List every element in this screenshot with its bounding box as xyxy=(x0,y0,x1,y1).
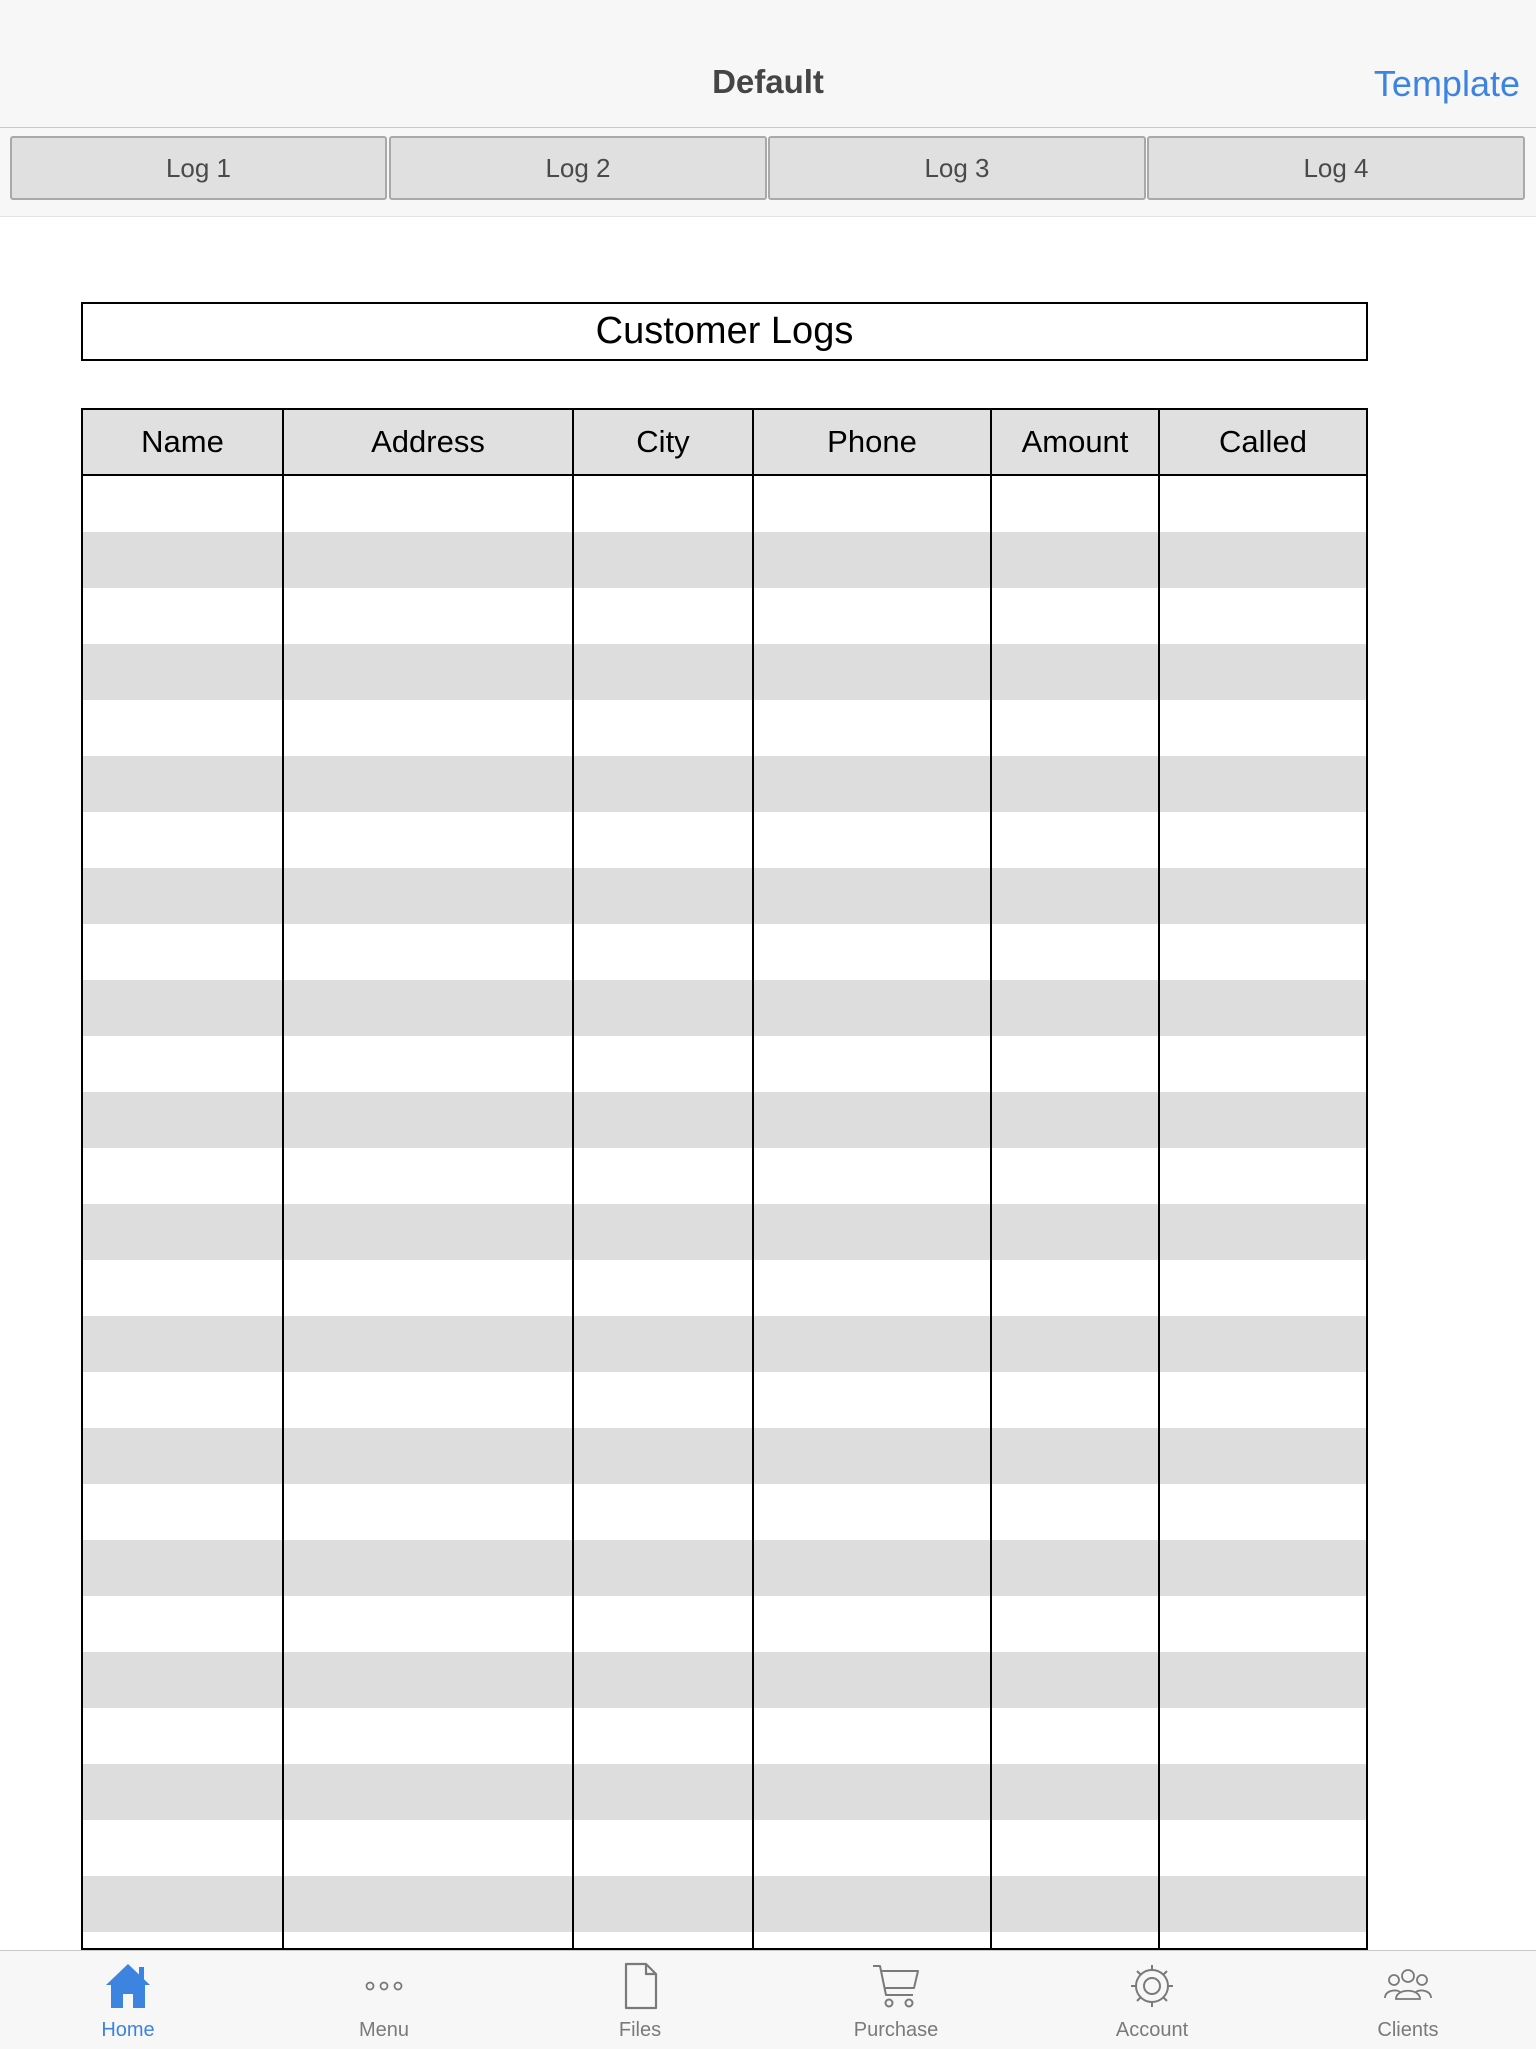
template-button[interactable]: Template xyxy=(1373,63,1520,104)
table-row[interactable] xyxy=(83,812,1366,868)
table-row[interactable] xyxy=(83,644,1366,700)
table-row[interactable] xyxy=(83,1820,1366,1876)
table-row[interactable] xyxy=(83,756,1366,812)
table-row[interactable] xyxy=(83,1652,1366,1708)
gear-icon xyxy=(1127,1961,1177,2011)
table-row[interactable] xyxy=(83,868,1366,924)
table-row[interactable] xyxy=(83,1764,1366,1820)
table-row[interactable] xyxy=(83,476,1366,532)
document-title: Customer Logs xyxy=(81,302,1368,361)
tab-menu[interactable] xyxy=(256,1951,512,2049)
table-row[interactable] xyxy=(83,1316,1366,1372)
table-row[interactable] xyxy=(83,1036,1366,1092)
table-row[interactable] xyxy=(83,1148,1366,1204)
table-row[interactable] xyxy=(83,1484,1366,1540)
navigation-bar xyxy=(0,0,1536,128)
table-row[interactable] xyxy=(83,1540,1366,1596)
table-row[interactable] xyxy=(83,1204,1366,1260)
column-header-amount: Amount xyxy=(1021,424,1129,459)
cart-icon xyxy=(871,1961,921,2011)
more-dots-icon xyxy=(359,1961,409,2011)
tab-account[interactable] xyxy=(1024,1951,1280,2049)
column-header-called: Called xyxy=(1219,424,1307,459)
table-row[interactable] xyxy=(83,1092,1366,1148)
table-header xyxy=(83,410,1366,476)
table-row[interactable] xyxy=(83,588,1366,644)
column-header-address: Address xyxy=(371,424,485,459)
log-1-button[interactable]: Log 1 xyxy=(10,136,387,200)
column-header-city: City xyxy=(636,424,690,459)
page-title: Default xyxy=(712,63,824,100)
table-row[interactable] xyxy=(83,980,1366,1036)
tab-label: Files xyxy=(618,2019,662,2041)
column-divider xyxy=(572,410,574,1948)
tab-label: Account xyxy=(1115,2019,1189,2041)
column-divider xyxy=(282,410,284,1948)
column-header-name: Name xyxy=(141,424,224,459)
people-icon xyxy=(1383,1961,1433,2011)
table-row[interactable] xyxy=(83,1372,1366,1428)
table-row[interactable] xyxy=(83,1428,1366,1484)
tab-files[interactable] xyxy=(512,1951,768,2049)
tab-home[interactable] xyxy=(0,1951,256,2049)
tab-clients[interactable] xyxy=(1280,1951,1536,2049)
tab-label: Clients xyxy=(1377,2019,1439,2041)
column-divider xyxy=(752,410,754,1948)
tab-bar xyxy=(0,1950,1536,2049)
table-body xyxy=(83,476,1366,1948)
log-3-button[interactable]: Log 3 xyxy=(768,136,1146,200)
house-icon xyxy=(103,1961,153,2011)
log-selector-bar xyxy=(0,128,1536,217)
table-row[interactable] xyxy=(83,1260,1366,1316)
tab-label: Purchase xyxy=(853,2019,939,2041)
tab-label: Home xyxy=(101,2019,155,2041)
column-divider xyxy=(990,410,992,1948)
table-row[interactable] xyxy=(83,1596,1366,1652)
table-row[interactable] xyxy=(83,1932,1366,1950)
column-divider xyxy=(1158,410,1160,1948)
table-row[interactable] xyxy=(83,700,1366,756)
column-header-phone: Phone xyxy=(827,424,917,459)
table-row[interactable] xyxy=(83,1876,1366,1932)
tab-label: Menu xyxy=(358,2019,410,2041)
table-row[interactable] xyxy=(83,1708,1366,1764)
table-row[interactable] xyxy=(83,924,1366,980)
tab-purchase[interactable] xyxy=(768,1951,1024,2049)
log-4-button[interactable]: Log 4 xyxy=(1147,136,1525,200)
table-row[interactable] xyxy=(83,532,1366,588)
log-2-button[interactable]: Log 2 xyxy=(389,136,767,200)
document-icon xyxy=(615,1961,665,2011)
customer-log-table xyxy=(81,408,1368,1950)
